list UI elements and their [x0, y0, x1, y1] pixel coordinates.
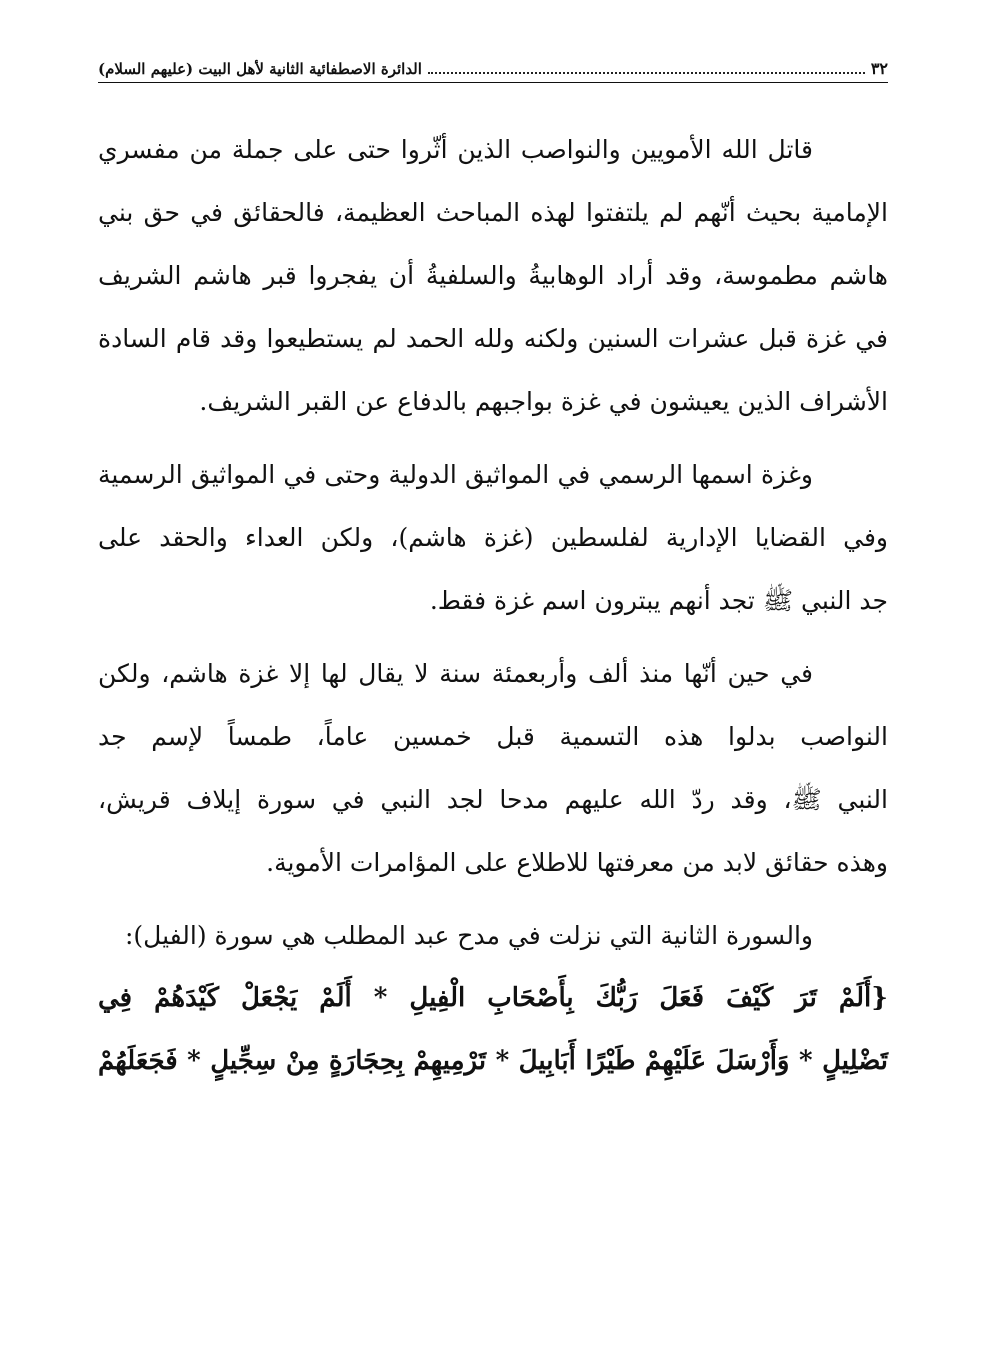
paragraph-4 [98, 904, 888, 1093]
text-line: في حين أنّها منذ ألف وأربعمئة سنة لا يقال لها إلا غزة هاشم، ولكن [98, 659, 813, 688]
paragraph-2 [98, 443, 888, 632]
text-line: وفي القضايا الإدارية لفلسطين (غزة هاشم)، ولكن العداء والحقد على [98, 523, 888, 552]
text-line: قاتل الله الأمويين والنواصب الذين أثّروا حتى على جملة من مفسري [98, 135, 813, 164]
paragraph-3 [98, 642, 888, 894]
text-line: النواصب بدلوا هذه التسمية قبل خمسين عاماً، طمساً لإسم جد [98, 722, 888, 751]
quran-verse-line: {أَلَمْ تَرَ كَيْفَ فَعَلَ رَبُّكَ بِأَصْحَابِ الْفِيلِ * أَلَمْ يَجْعَلْ كَيْدَهُمْ فِي [98, 983, 888, 1013]
text-line: الإمامية بحيث أنّهم لم يلتفتوا لهذه المباحث العظيمة، فالحقائق في حق بني [98, 198, 888, 227]
text-line: في غزة قبل عشرات السنين ولكنه ولله الحمد لم يستطيعوا وقد قام السادة [98, 324, 888, 353]
honorific-text: عليهم السلام [105, 60, 187, 78]
paragraph-1 [98, 118, 888, 433]
text-line: النبي ﷺ، وقد ردّ الله عليهم مدحا لجد النبي في سورة إيلاف قريش، [98, 785, 888, 814]
text-line: وهذه حقائق لابد من معرفتها للاطلاع على المؤامرات الأموية. [266, 848, 888, 877]
quran-verse-line: تَضْلِيلٍ * وَأَرْسَلَ عَلَيْهِمْ طَيْرًا أَبَابِيلَ * تَرْمِيهِمْ بِحِجَارَةٍ مِنْ سِجِّيلٍ * فَجَعَلَهُمْ [98, 1046, 888, 1076]
text-line: والسورة الثانية التي نزلت في مدح عبد المطلب هي سورة (الفيل): [124, 921, 813, 950]
text-line: وغزة اسمها الرسمي في المواثيق الدولية وحتى في المواثيق الرسمية [98, 460, 813, 489]
running-title-text: الدائرة الاصطفائية الثانية لأهل البيت [198, 60, 422, 78]
text-line: الأشراف الذين يعيشون في غزة بواجبهم بالدفاع عن القبر الشريف. [199, 387, 888, 416]
page-body [98, 118, 888, 1093]
header-dot-leader [428, 72, 865, 74]
text-line: هاشم مطموسة، وقد أراد الوهابيةُ والسلفيةُ أن يفجروا قبر هاشم الشريف [98, 261, 888, 290]
text-line: جد النبي ﷺ تجد أنهم يبترون اسم غزة فقط. [429, 586, 888, 615]
running-title: الدائرة الاصطفائية الثانية لأهل البيت (عليهم السلام) [98, 60, 422, 78]
page-header [98, 48, 888, 78]
header-divider [98, 82, 888, 83]
page-number: ٣٢ [870, 59, 888, 78]
